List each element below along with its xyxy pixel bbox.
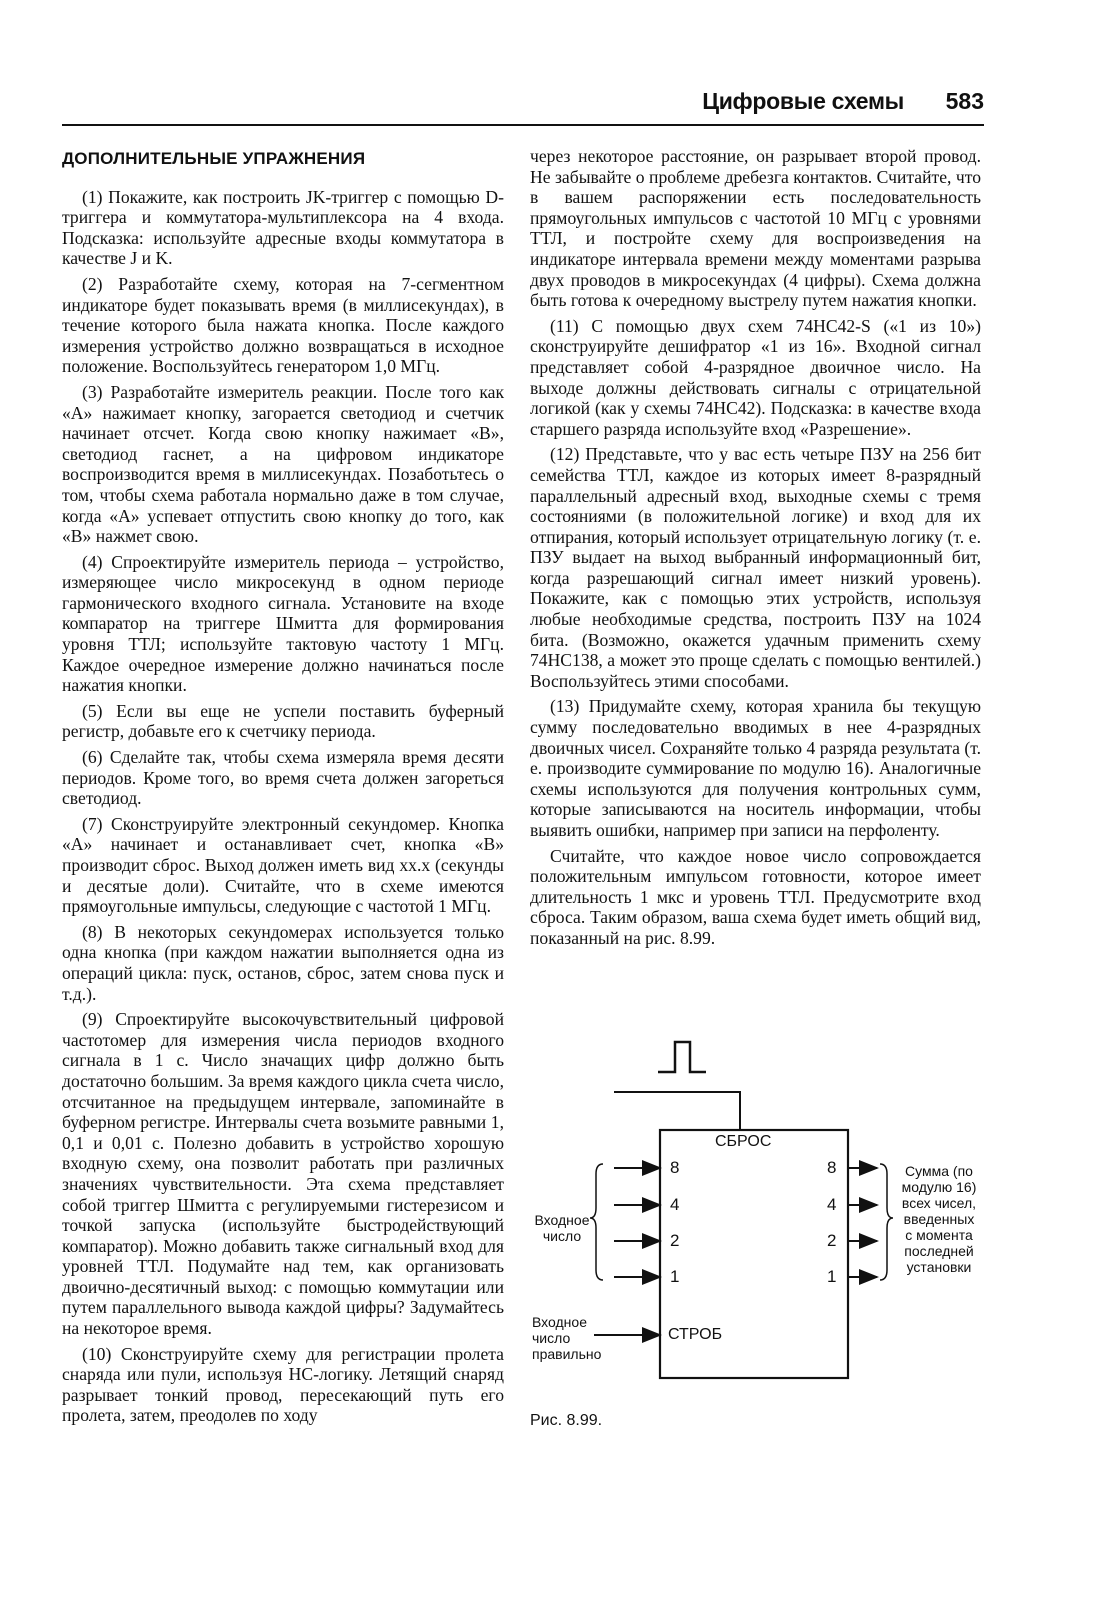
paragraph: (6) Сделайте так, чтобы схема измеряла время десяти периодов. Кроме того, во время счета должен загореться светодиод. (62, 747, 504, 809)
output-pin-8: 8 (827, 1158, 837, 1177)
paragraph: (7) Сконструируйте электронный секундомер. Кнопка «А» начинает и останавливает счет, кнопка «В» производит сброс. Выход должен иметь вид xx.x (секунды и десятые доли). Считайте, что в схеме имеются прямоугольные импульсы, следующие с частотой 1 МГц. (62, 813, 504, 917)
paragraph: (1) Покажите, как построить JK-триггер с помощью D-триггера и коммутатора-мультиплексора на 4 входа. Подсказка: используйте адресные входы коммутатора в качестве J и K. (62, 186, 504, 269)
output-pin-1: 1 (827, 1267, 837, 1286)
input-valid-label: Входное число правильно (532, 1314, 602, 1362)
section-title: ДОПОЛНИТЕЛЬНЫЕ УПРАЖНЕНИЯ (62, 149, 366, 168)
figure-caption: Рис. 8.99. (530, 1412, 603, 1429)
output-brace (880, 1164, 893, 1280)
reset-label: СБРОС (715, 1133, 772, 1150)
paragraph: (3) Разработайте измеритель реакции. После того как «А» нажимает кнопку, загорается светодиод и счетчик начинает отсчет. Когда свою кнопку нажимает «В», светодиод гаснет, а на цифровом индикаторе воспроизводится время в миллисекундах. Позаботьтесь о том, чтобы схема работала нормально даже в том случае, когда «А» успевает отпустить свою кнопку до того, как «В» нажмет свою. (62, 381, 504, 547)
reset-wire (614, 1092, 740, 1130)
paragraph: (13) Придумайте схему, которая хранила бы текущую сумму последовательно вводимых в нее 4-разрядных двоичных чисел. Сохраняйте только 4 разряда результата (т. е. производите суммирование по модулю 16). Аналогичные схемы используются для получения контрольных сумм, которые записываются на носитель информации, чтобы выявить ошибки, например при записи на перфоленту. (530, 696, 981, 840)
paragraph: Считайте, что каждое новое число сопровождается положительным импульсом готовности, которое имеет длительность 1 мкс и уровень ТТЛ. Предусмотрите вход сброса. Таким образом, ваша схема будет иметь общий вид, показанный на рис. 8.99. (530, 845, 981, 948)
right-column (530, 146, 981, 954)
left-column (62, 146, 504, 1431)
paragraph: (9) Спроектируйте высокочувствительный цифровой частотомер для измерения числа периодов входного сигнала в 1 с. Число значащих цифр должно быть достаточно большим. За время каждого цикла счета число, отсчитанное на предыдущем интервале, запоминайте в буферном регистре. Интервалы счета возьмите равными 1, 0,1 и 0,01 с. Полезно добавить в устройство хорошую входную схему, она позволит работать при различных значениях чувствительности. Эта схема представляет собой триггер Шмитта с регулируемыми гистерезисом и точкой запуска (используйте быстродействующий компаратор). Можно добавить также сигнальный вход для уровней ТТЛ. Подумайте над тем, как организовать двоично-десятичный выход: с помощью коммутации или путем параллельного вывода каждой цифры? Задумайтесь на некоторое время. (62, 1009, 504, 1339)
output-pin-2: 2 (827, 1231, 837, 1250)
figure-8-99 (530, 1030, 981, 1450)
input-pin-4: 4 (670, 1195, 680, 1214)
paragraph: (2) Разработайте схему, которая на 7-сегментном индикаторе будет показывать время (в миллисекундах), в течение которого была нажата кнопка. После каждого измерения устройство должно возвращаться в исходное положение. Воспользуйтесь генератором 1,0 МГц. (62, 273, 504, 377)
running-header (62, 88, 984, 126)
page-number: 583 (945, 88, 984, 114)
pulse-symbol (658, 1042, 706, 1072)
paragraph: (4) Спроектируйте измеритель периода – устройство, измеряющее число микросекунд в одном периоде гармонического входного сигнала. Установите на входе компаратор на триггере Шмитта для формирования уровня ТТЛ; используйте тактовую частоту 1 МГц. Каждое очередное измерение должно начинаться после нажатия кнопки. (62, 551, 504, 696)
output-pin-4: 4 (827, 1195, 837, 1214)
paragraph: через некоторое расстояние, он разрывает второй провод. Не забывайте о проблеме дребезга контактов. Считайте, что в вашем распоряжении есть последовательность прямоугольных импульсов с частотой 10 МГц с уровнями ТТЛ, и постройте схему для воспроизведения на индикаторе интервала времени между моментами разрыва двух проводов в микросекундах (4 цифры). Схема должна быть готова к очередному выстрелу путем нажатия кнопки. (530, 146, 981, 311)
paragraph: (5) Если вы еще не успели поставить буферный регистр, добавьте его к счетчику периода. (62, 700, 504, 742)
input-pin-2: 2 (670, 1231, 680, 1250)
output-sum-label: Сумма (по модулю 16) всех чисел, введенных с момента последней установки (901, 1163, 977, 1275)
paragraph: (12) Представьте, что у вас есть четыре ПЗУ на 256 бит семейства ТТЛ, каждое из которых имеет 8-разрядный параллельный адресный вход, выходные схемы с тремя состояниями (в положительной логике) и вход для их отпирания, который использует отрицательную логику (т. е. ПЗУ выдает на выход выбранный информационный бит, когда разрешающий сигнал имеет низкий уровень). Покажите, как с помощью этих устройств, используя любые необходимые средства, построить ПЗУ на 1024 бита. (Возможно, окажется удачным применить схему 74НС138, а может это проще сделать с помощью вентилей.) Воспользуйтесь этими способами. (530, 444, 981, 691)
input-number-label: Входное число (534, 1212, 590, 1244)
strobe-label: СТРОБ (668, 1326, 723, 1343)
input-pin-1: 1 (670, 1267, 680, 1286)
paragraph: (10) Сконструируйте схему для регистрации пролета снаряда или пули, используя НС-логику. Летящий снаряд разрывает тонкий провод, пересекающий путь его пролета, затем, преодолев по ходу (62, 1343, 504, 1426)
header-title: Цифровые схемы (702, 88, 904, 114)
paragraph: (8) В некоторых секундомерах используется только одна кнопка (при каждом нажатии выполняется одна из операций цикла: пуск, останов, сброс, затем снова пуск и т.д.). (62, 921, 504, 1004)
paragraph: (11) С помощью двух схем 74НС42-S («1 из 10») сконструируйте дешифратор «1 из 16». Входной сигнал представляет собой 4-разрядное двоичное число. На выходе должны действовать сигналы с отрицательной логикой (как у схемы 74НС42). Подсказка: в качестве входа старшего разряда используйте вход «Разрешение». (530, 315, 981, 439)
input-pin-8: 8 (670, 1158, 680, 1177)
